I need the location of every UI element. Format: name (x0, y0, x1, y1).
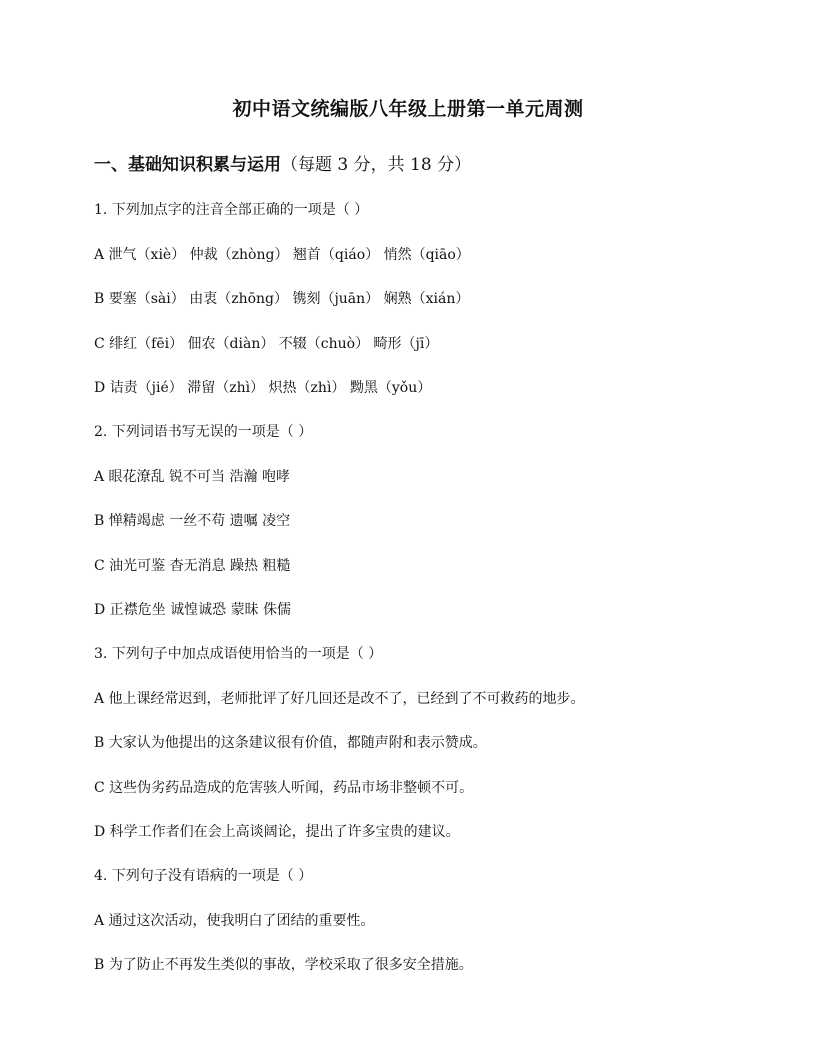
question-3-option-a: A 他上课经常迟到，老师批评了好几回还是改不了，已经到了不可救药的地步。 (94, 691, 585, 707)
question-3-option-d: D 科学工作者们在会上高谈阔论，提出了许多宝贵的建议。 (94, 824, 460, 840)
question-2-option-d: D 正襟危坐 诚惶诚恐 蒙昧 侏儒 (94, 602, 292, 618)
question-1-option-c: C 绯红（fēi） 佃农（diàn） 不辍（chuò） 畸形（jī） (94, 336, 439, 352)
question-1-option-b: B 要塞（sài） 由衷（zhōng） 镌刻（juān） 娴熟（xián） (94, 291, 470, 307)
document-title: 初中语文统编版八年级上册第一单元周测 (232, 98, 584, 120)
section-heading-text: 一、基础知识积累与运用 (94, 155, 281, 175)
question-3-option-c: C 这些伪劣药品造成的危害骇人听闻，药品市场非整顿不可。 (94, 780, 474, 796)
question-1-option-a: A 泄气（xiè） 仲裁（zhòng） 翘首（qiáo） 悄然（qiāo） (94, 247, 470, 263)
question-2-option-c: C 油光可鉴 杳无消息 躁热 粗糙 (94, 558, 291, 574)
question-3-option-b: B 大家认为他提出的这条建议很有价值，都随声附和表示赞成。 (94, 735, 487, 751)
question-4-stem: 4. 下列句子没有语病的一项是（ ） (94, 868, 313, 884)
question-2-stem: 2. 下列词语书写无误的一项是（ ） (94, 424, 313, 440)
question-1-stem: 1. 下列加点字的注音全部正确的一项是（ ） (94, 202, 369, 218)
question-3-stem: 3. 下列句子中加点成语使用恰当的一项是（ ） (94, 646, 383, 662)
section-heading (94, 150, 471, 175)
question-4-option-a: A 通过这次活动，使我明白了团结的重要性。 (94, 913, 375, 929)
question-4-option-b: B 为了防止不再发生类似的事故，学校采取了很多安全措施。 (94, 957, 473, 973)
question-2-option-a: A 眼花潦乱 锐不可当 浩瀚 咆哮 (94, 469, 290, 485)
question-1-option-d: D 诘责（jié） 滞留（zhì） 炽热（zhì） 黝黑（yǒu） (94, 380, 432, 396)
section-score-note: （每题 3 分，共 18 分） (281, 155, 472, 175)
question-2-option-b: B 惮精竭虑 一丝不苟 遗嘱 凌空 (94, 513, 291, 529)
